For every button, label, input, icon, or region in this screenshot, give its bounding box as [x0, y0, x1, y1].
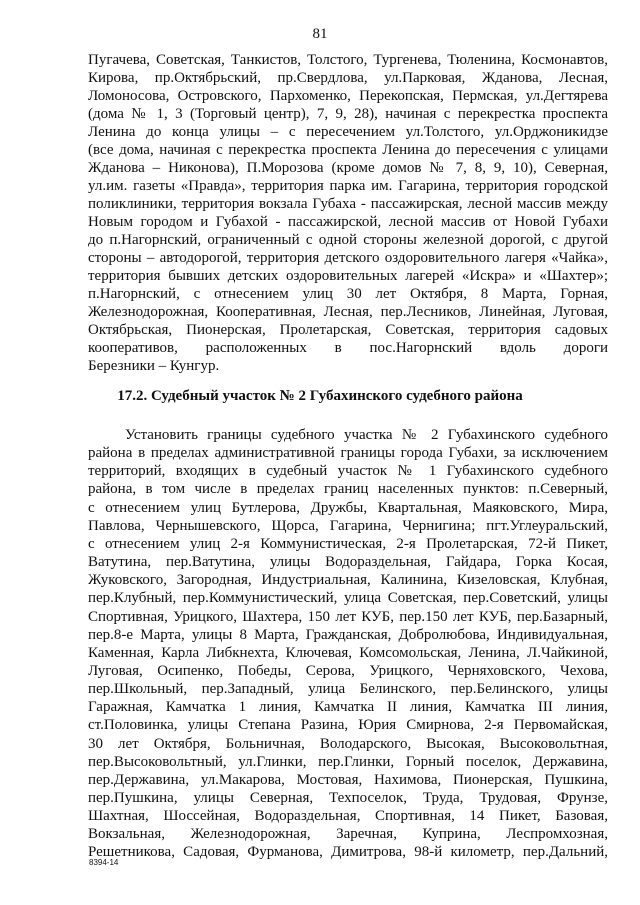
- text-line: до п.Нагорнский, ограниченный с одной стороны железной дорогой, с другой: [88, 232, 608, 248]
- text-line: Октябрьская, Пионерская, Пролетарская, Советская, территория садовых: [88, 322, 608, 338]
- text-line: (все дома, начиная с перекрестка проспекта Ленина до пересечения с улицами: [88, 142, 608, 158]
- text-line: (дома № 1, 3 (Торговый центр), 7, 9, 28), начиная с перекрестка проспекта: [88, 106, 608, 122]
- text-line: Жуковского, Загородная, Индустриальная, Калинина, Кизеловская, Клубная,: [88, 572, 608, 589]
- text-line: территория бывших детских оздоровительных лагерей «Искра» и «Шахтер»;: [88, 268, 608, 284]
- text-line: Решетникова, Садовая, Фурманова, Димитрова, 98-й километр, пер.Дальний,: [88, 844, 608, 861]
- text-line: п.Нагорнский, с отнесением улиц 30 лет Октября, 8 Марта, Горная,: [88, 286, 608, 302]
- text-line: Гаражная, Камчатка 1 линия, Камчатка II линия, Камчатка III линия,: [88, 699, 608, 716]
- text-line: пер.Клубный, пер.Коммунистический, улица Советская, пер.Советский, улицы: [88, 590, 608, 607]
- text-line: Павлова, Чернышевского, Щорса, Гагарина, Чернигина; пгт.Углеуральский,: [88, 517, 608, 534]
- text-line: стороны – автодорогой, территория детского оздоровительного лагеря «Чайка»,: [88, 250, 608, 266]
- text-line: Вокзальная, Железнодорожная, Заречная, Куприна, Леспромхозная,: [88, 826, 608, 843]
- text-line: пер.Державина, ул.Макарова, Мостовая, Нахимова, Пионерская, Пушкина,: [88, 771, 608, 788]
- text-line: ул.им. газеты «Правда», территория парка им. Гагарина, территория городской: [88, 178, 608, 194]
- text-line: Шахтная, Шоссейная, Водораздельная, Спортивная, 14 Пикет, Базовая,: [88, 808, 608, 825]
- text-line: с отнесением улиц Бутлерова, Дружбы, Квартальная, Маяковского, Мира,: [88, 499, 608, 516]
- text-line: Железнодорожная, Кооперативная, Лесная, пер.Лесников, Линейная, Луговая,: [88, 304, 608, 320]
- text-line: пер.8-е Марта, улицы 8 Марта, Гражданская, Добролюбова, Индивидуальная,: [88, 626, 608, 643]
- text-line: пер.Высоковольтный, ул.Глинки, пер.Глинки, Горный поселок, Державина,: [88, 753, 608, 770]
- text-line: ст.Половинка, улицы Степана Разина, Юрия Смирнова, 2-я Первомайская,: [88, 717, 608, 734]
- text-line: Ленина до конца улицы – с пересечением ул.Толстого, ул.Орджоникидзе: [88, 124, 608, 140]
- text-line: Березники – Кунгур.: [88, 358, 220, 374]
- text-line: Ломоносова, Островского, Пархоменко, Перекопская, Пермская, ул.Дегтярева: [88, 88, 608, 104]
- text-line: Ватутина, пер.Ватутина, улицы Водораздельная, Гайдара, Горка Косая,: [88, 554, 608, 571]
- text-line: Жданова – Никонова), П.Морозова (кроме домов № 7, 8, 9, 10), Северная,: [88, 160, 608, 176]
- text-line: Луговая, Осипенко, Победы, Серова, Урицкого, Черняховского, Чехова,: [88, 662, 608, 679]
- text-line: района в пределах административной границы города Губахи, за исключением: [88, 445, 608, 462]
- text-line: с отнесением улиц 2-я Коммунистическая, 2-я Пролетарская, 72-й Пикет,: [88, 535, 608, 552]
- document-code: 8394-14: [89, 858, 119, 867]
- text-line: поликлиники, территория вокзала Губаха - пассажирская, лесной массив между: [88, 196, 608, 212]
- text-line: Каменная, Карла Либкнехта, Ключевая, Комсомольская, Ленина, Л.Чайкиной,: [88, 644, 608, 661]
- text-line: Новым городом и Губахой - пассажирской, лесной массив от Новой Губахи: [88, 214, 608, 230]
- text-line: пер.Школьный, пер.Западный, улица Белинского, пер.Белинского, улицы: [88, 681, 608, 698]
- text-line: района, в том числе в пределах границ населенных пунктов: п.Северный,: [88, 481, 608, 498]
- page-number: 81: [312, 26, 328, 42]
- text-line: Кирова, пр.Октябрьский, пр.Свердлова, ул.Парковая, Жданова, Лесная,: [88, 70, 608, 86]
- text-line: пер.Пушкина, улицы Северная, Техпоселок, Труда, Трудовая, Фрунзе,: [88, 790, 608, 806]
- text-line: территорий, входящих в судебный участок № 1 Губахинского судебного: [88, 463, 608, 480]
- text-line: Пугачева, Советская, Танкистов, Толстого, Тургенева, Тюленина, Космонавтов,: [88, 52, 608, 68]
- section-heading: 17.2. Судебный участок № 2 Губахинского судебного района: [117, 388, 523, 404]
- text-line: 30 лет Октября, Больничная, Володарского, Высокая, Высоковольтная,: [88, 735, 608, 752]
- text-line: кооперативов, расположенных в пос.Нагорнский вдоль дороги: [88, 340, 608, 356]
- text-line: Спортивная, Урицкого, Шахтера, 150 лет КУБ, пер.150 лет КУБ, пер.Базарный,: [88, 608, 608, 625]
- text-line: Установить границы судебного участка № 2 Губахинского судебного: [125, 427, 608, 443]
